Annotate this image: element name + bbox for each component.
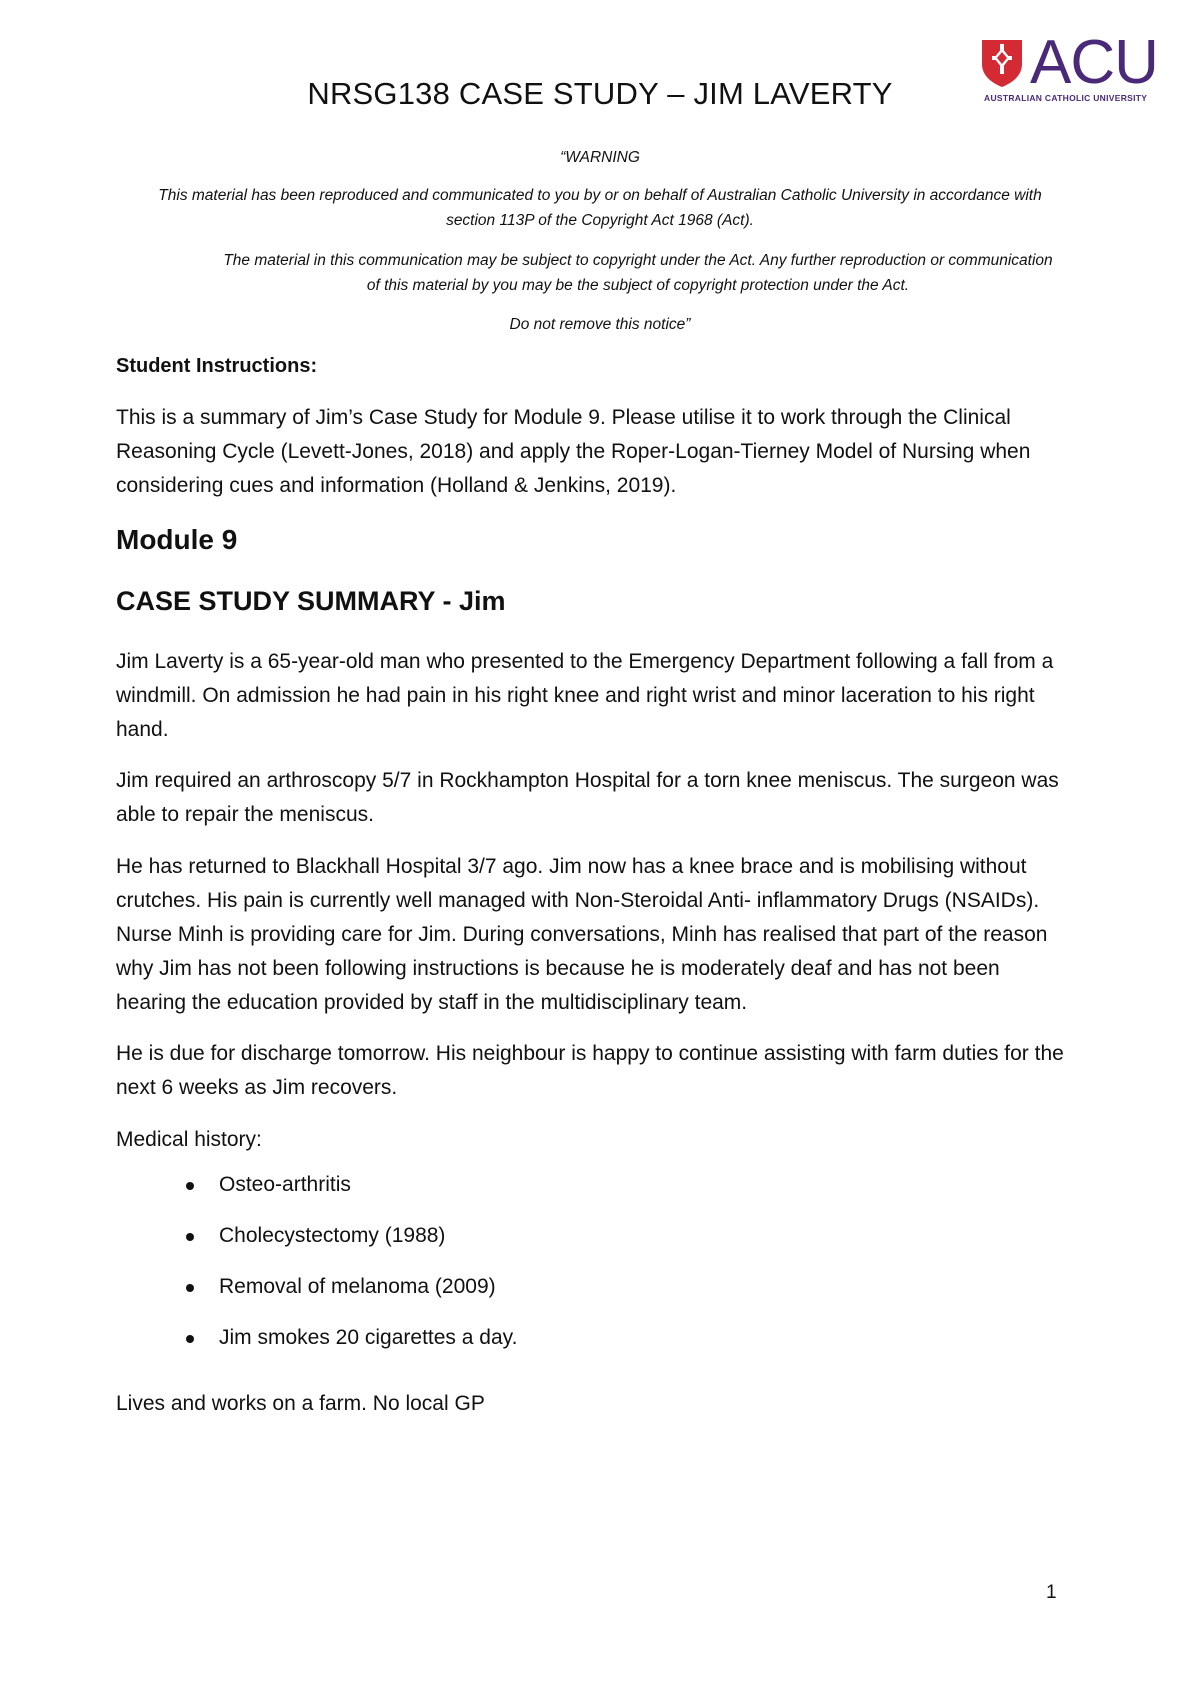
- warning-text-1: This material has been reproduced and communicated to you by or on behalf of Australian Catholic University in accordance with section 113P of the Copyright Act 1968 (Act).: [158, 187, 1042, 229]
- bullet-icon: [186, 1182, 194, 1190]
- history-item-text: Cholecystectomy (1988): [219, 1224, 446, 1247]
- bullet-icon: [186, 1233, 194, 1241]
- medical-history-list: [116, 1168, 1016, 1372]
- case-paragraph: He is due for discharge tomorrow. His neighbour is happy to continue assisting with farm duties for the next 6 weeks as Jim recovers.: [116, 1042, 1064, 1099]
- warning-text-2: The material in this communication may be subject to copyright under the Act. Any further reproduction or communication of this material by you may be the subject of copyright protection under the Act.: [223, 252, 1053, 294]
- warning-footer: Do not remove this notice”: [509, 316, 691, 333]
- bullet-icon: [186, 1335, 194, 1343]
- list-item: [116, 1168, 1016, 1202]
- case-paragraph: Jim required an arthroscopy 5/7 in Rockhampton Hospital for a torn knee meniscus. The surgeon was able to repair the meniscus.: [116, 769, 1059, 826]
- logo-wordmark: ACU: [1030, 28, 1158, 97]
- instructions-heading: Student Instructions:: [116, 355, 318, 377]
- history-item-text: Removal of melanoma (2009): [219, 1275, 496, 1298]
- list-item: [116, 1219, 1016, 1253]
- closing-line: Lives and works on a farm. No local GP: [116, 1392, 485, 1415]
- document-title: NRSG138 CASE STUDY – JIM LAVERTY: [307, 76, 893, 111]
- case-paragraph: Jim Laverty is a 65-year-old man who presented to the Emergency Department following a fall from a windmill. On admission he had pain in his right knee and right wrist and minor laceration to his right hand.: [116, 650, 1054, 741]
- logo-subtitle: AUSTRALIAN CATHOLIC UNIVERSITY: [984, 93, 1148, 103]
- medical-history-label: Medical history:: [116, 1128, 262, 1151]
- warning-heading: “WARNING: [560, 149, 640, 166]
- history-item-text: Osteo-arthritis: [219, 1173, 351, 1196]
- bullet-icon: [186, 1284, 194, 1292]
- module-title: Module 9: [116, 524, 238, 555]
- case-paragraph: He has returned to Blackhall Hospital 3/7 ago. Jim now has a knee brace and is mobilising without crutches. His pain is currently well managed with Non-Steroidal Anti- inflammatory Drugs (NSAIDs). Nurse Minh is providing care for Jim. During conversations, Minh has realised that part of the reason why Jim has not been following instructions is because he is moderately deaf and has not been hearing the education provided by staff in the multidisciplinary team.: [116, 855, 1048, 1014]
- case-summary-title: CASE STUDY SUMMARY - Jim: [116, 586, 506, 616]
- history-item-text: Jim smokes 20 cigarettes a day.: [219, 1326, 518, 1349]
- page-number: 1: [1046, 1582, 1057, 1603]
- instructions-body: This is a summary of Jim’s Case Study for Module 9. Please utilise it to work through the Clinical Reasoning Cycle (Levett-Jones, 2018) and apply the Roper-Logan-Tierney Model of Nursing when considering cues and information (Holland & Jenkins, 2019).: [116, 406, 1031, 497]
- list-item: [116, 1321, 1016, 1355]
- list-item: [116, 1270, 1016, 1304]
